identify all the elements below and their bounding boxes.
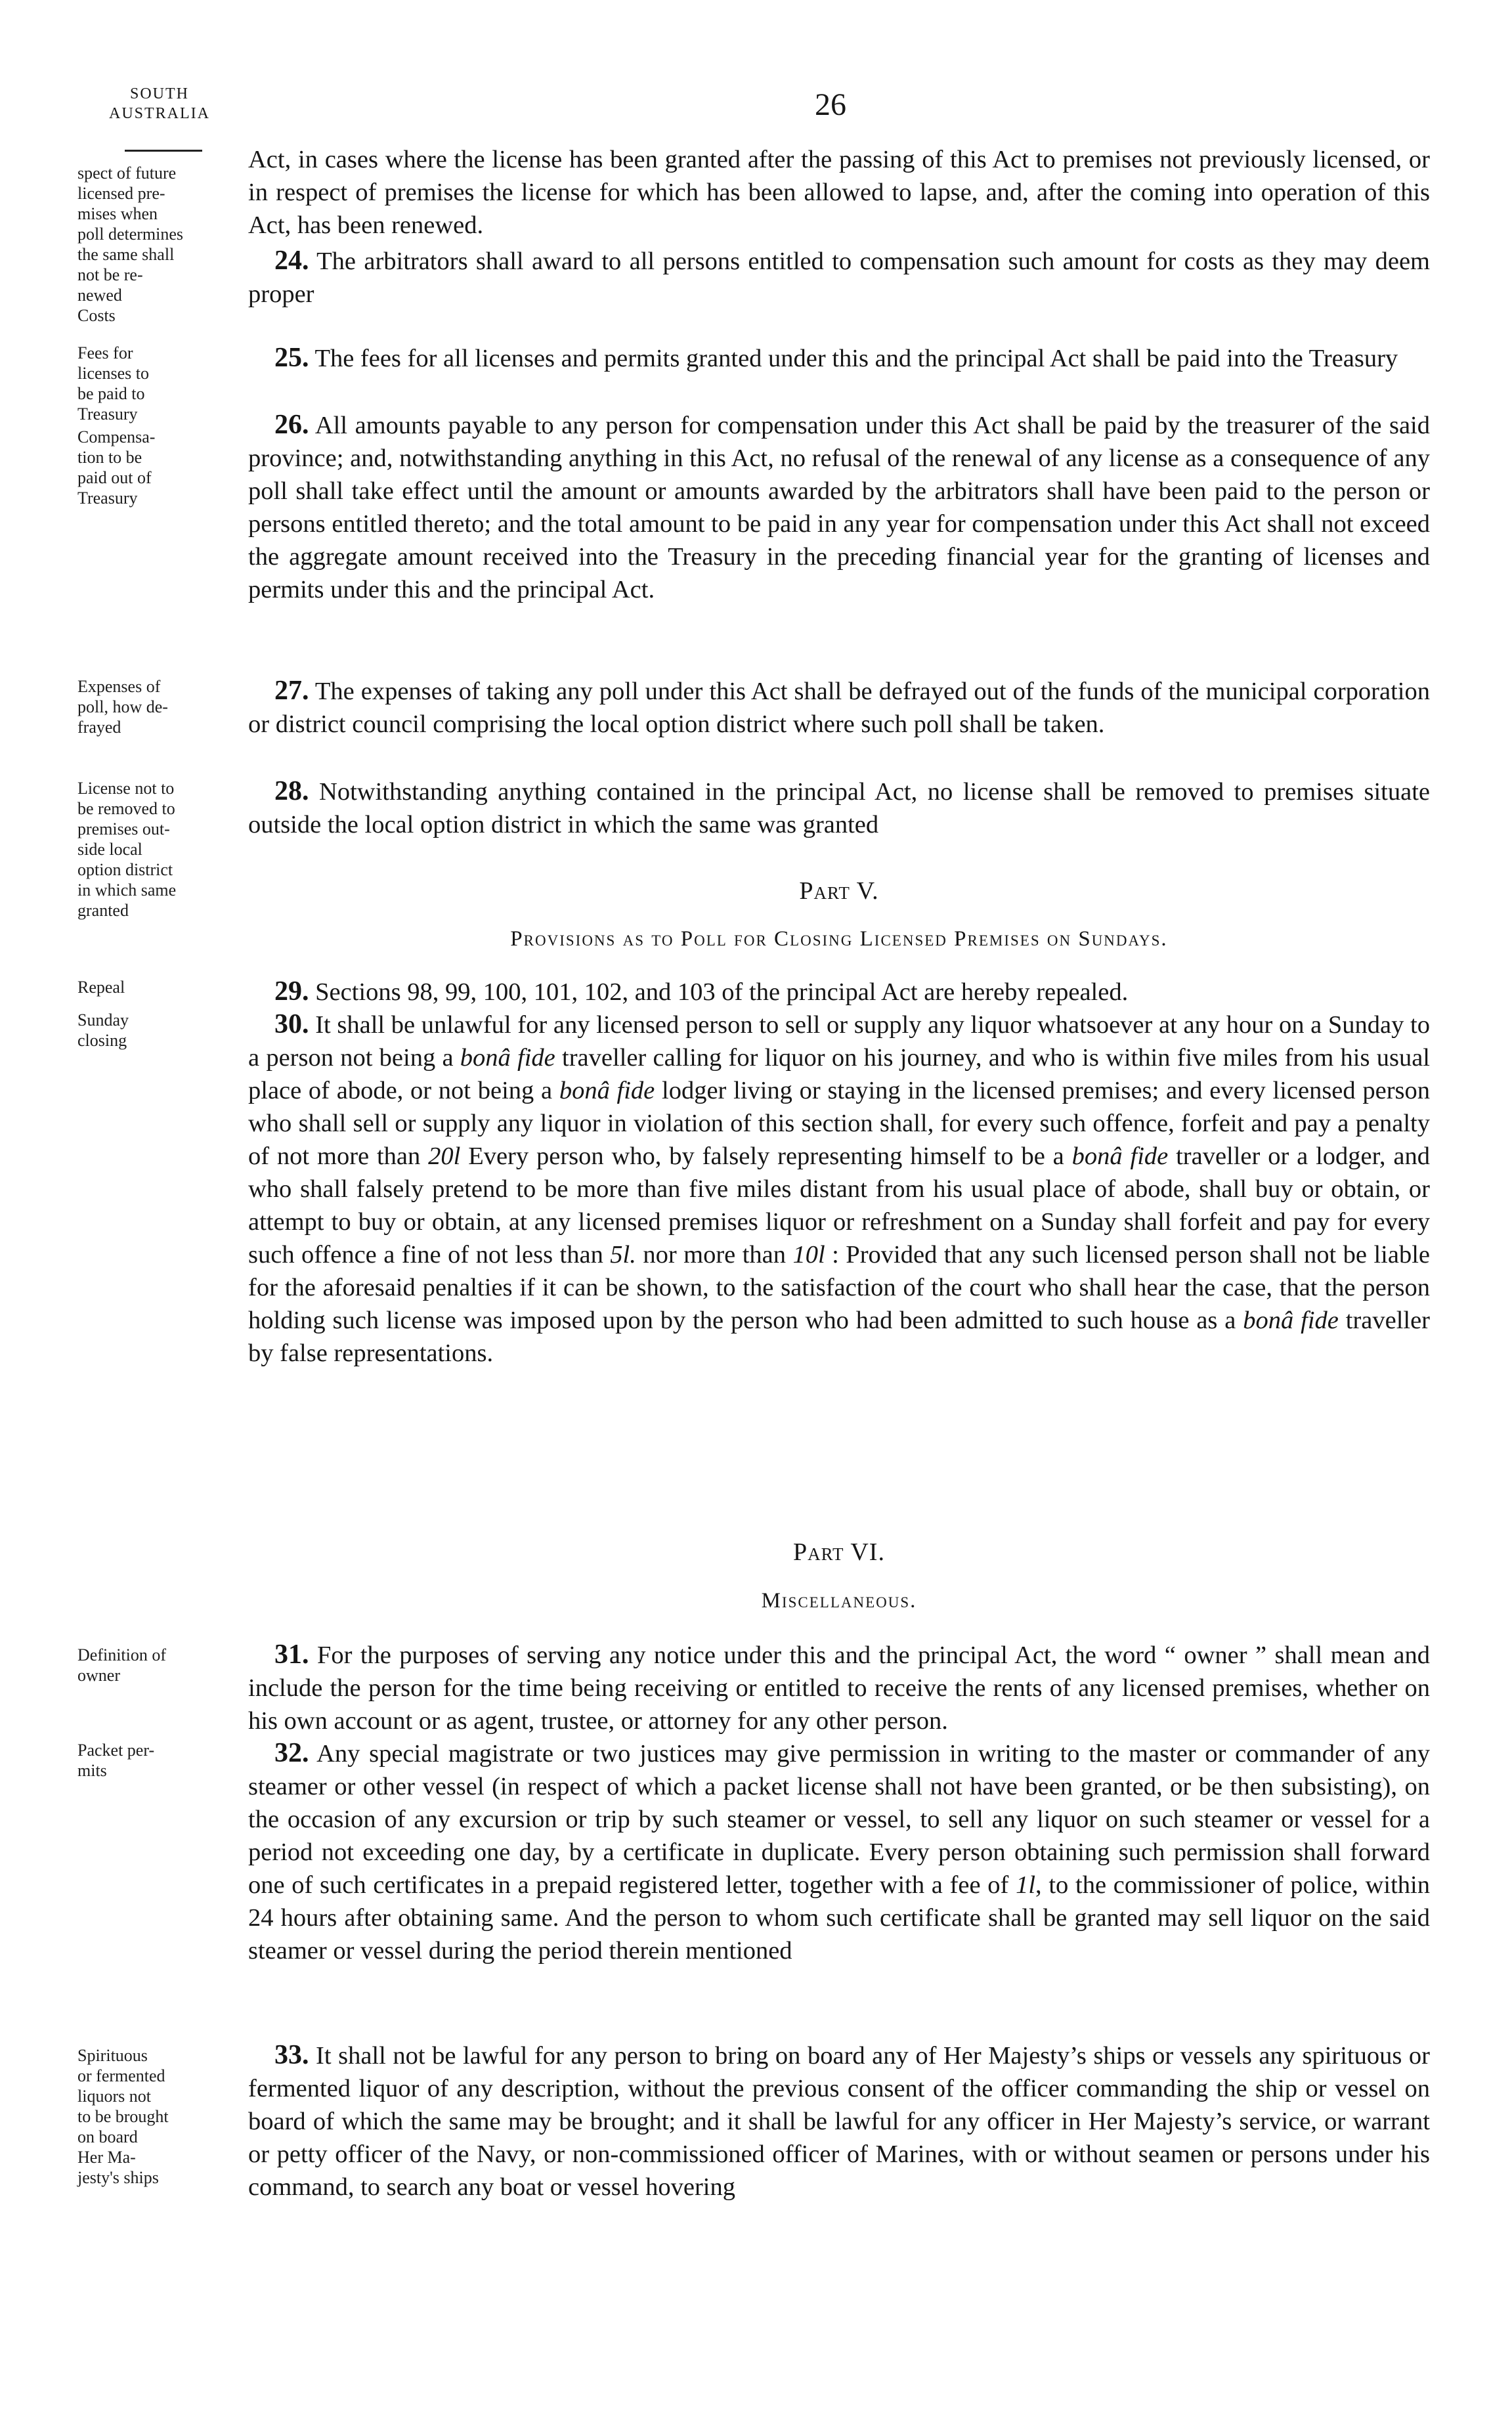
margin-note-fees: Fees for licenses to be paid to Treasury bbox=[77, 343, 150, 424]
margin-note-sunday-closing: Sunday closing bbox=[77, 1010, 129, 1050]
margin-note-spirituous: Spirituous or fermented liquors not to be brought on board Her Ma- jesty's ships bbox=[77, 2046, 169, 2187]
section-number: 33. bbox=[274, 2040, 309, 2070]
section-number: 31. bbox=[274, 1640, 309, 1670]
section-24: 24. The arbitrators shall award to all persons entitled to compensation such amount for costs as they may deem proper bbox=[248, 246, 1430, 308]
section-number: 29. bbox=[274, 976, 309, 1007]
page-number: 26 bbox=[815, 87, 846, 122]
section-number: 26. bbox=[274, 410, 309, 440]
running-head-line1: SOUTH bbox=[129, 85, 189, 102]
header-rule bbox=[125, 150, 202, 152]
section-23-continuation: Act, in cases where the license has been granted after the passing of this Act to premises not previously licensed, or in respect of premises the license for which has been allowed to lapse, and, after the coming into operation of this Act, has been renewed. bbox=[248, 146, 1430, 239]
running-head-line2: AUSTRALIA bbox=[109, 105, 210, 122]
section-number: 32. bbox=[274, 1738, 309, 1768]
margin-note-owner: Definition of owner bbox=[77, 1645, 167, 1685]
part-6-title: Part VI. bbox=[793, 1538, 885, 1566]
section-number: 24. bbox=[274, 246, 309, 276]
section-number: 30. bbox=[274, 1009, 309, 1039]
section-33: 33. It shall not be lawful for any person to bring on board any of Her Majesty’s ships or vessels any spirituous or fermented liquor of any description, without the previous consent of the officer commanding the ship or vessel on board of which the same may be brought; and it shall be lawful for any officer in Her Majesty’s service, or warrant or petty officer of the Navy, or non-commissioned officer of Marines, with or without seamen or persons under his command, to search any boat or vessel hovering bbox=[248, 2040, 1430, 2201]
section-31: 31. For the purposes of serving any notice under this and the principal Act, the word “ owner ” shall mean and include the person for the time being receiving or entitled to receive the rents of any licensed premises, whether on his own account or as agent, trustee, or attorney for any other person. bbox=[248, 1640, 1431, 1735]
part-5-title: Part V. bbox=[799, 877, 879, 905]
section-27: 27. The expenses of taking any poll under this Act shall be defrayed out of the funds of the municipal corporation or district council comprising the local option district where such poll shall be taken. bbox=[248, 676, 1430, 738]
section-28: 28. Notwithstanding anything contained in the principal Act, no license shall be removed to premises situate outside the local option district in which the same was granted bbox=[248, 776, 1430, 838]
section-25: 25. The fees for all licenses and permits granted under this and the principal Act shall be paid into the Treasury bbox=[274, 343, 1398, 373]
margin-note-compensation: Compensa- tion to be paid out of Treasury bbox=[77, 427, 156, 508]
margin-note-repeal: Repeal bbox=[77, 978, 125, 997]
part-5-subtitle: Provisions as to Poll for Closing Licensed Premises on Sundays. bbox=[510, 927, 1168, 951]
section-number: 27. bbox=[274, 676, 309, 706]
running-head bbox=[77, 84, 242, 123]
section-26: 26. All amounts payable to any person for compensation under this Act shall be paid by the treasurer of the said province; and, notwithstanding anything in this Act, no refusal of the renewal of any license as a consequence of any poll shall take effect until the amount or amounts awarded by the arbitrators shall have been paid to the person or persons entitled thereto; and the total amount to be paid in any year for compensation under this Act shall not exceed the aggregate amount received into the Treasury in the preceding financial year for the granting of licenses and permits under this and the principal Act. bbox=[248, 410, 1430, 603]
margin-note-expenses: Expenses of poll, how de- frayed bbox=[77, 677, 168, 737]
margin-note-packet-permits: Packet per- mits bbox=[77, 1741, 155, 1780]
margin-note-future-premises: spect of future licensed pre- mises when poll determines the same shall not be re- newed Costs bbox=[77, 163, 184, 325]
part-6-subtitle: Miscellaneous. bbox=[761, 1589, 917, 1613]
section-29: 29. Sections 98, 99, 100, 101, 102, and 103 of the principal Act are hereby repealed. bbox=[274, 976, 1129, 1007]
section-number: 25. bbox=[274, 343, 309, 373]
section-number: 28. bbox=[274, 776, 309, 806]
margin-note-license-removal: License not to be removed to premises out- side local option district in which same granted bbox=[77, 779, 177, 920]
section-32: 32. Any special magistrate or two justices may give permission in writing to the master or commander of any steamer or other vessel (in respect of which a packet license shall not have been granted, or be then subsisting), on the occasion of any excursion or trip by such steamer or vessel, to sell any liquor on such steamer or vessel for a period not exceeding one day, by a certificate in duplicate. Every person obtaining such permission shall forward one of such certificates in a prepaid registered letter, together with a fee of 1l, to the commissioner of police, within 24 hours after obtaining same. And the person to whom such certificate shall be granted may sell liquor on the said steamer or vessel during the period therein mentioned bbox=[248, 1738, 1430, 1965]
section-30: 30. It shall be unlawful for any licensed person to sell or supply any liquor whatsoever at any hour on a Sunday to a person not being a bonâ fide traveller calling for liquor on his journey, and who is within five miles from his usual place of abode, or not being a bonâ fide lodger living or staying in the licensed premises; and every licensed person who shall sell or supply any liquor in violation of this section shall, for every such offence, forfeit and pay a penalty of not more than 20l Every person who, by falsely representing himself to be a bonâ fide traveller or a lodger, and who shall falsely pretend to be more than five miles distant from his usual place of abode, shall buy or obtain, or attempt to buy or obtain, at any licensed premises liquor or refreshment on a Sunday shall forfeit and pay for every such offence a fine of not less than 5l. nor more than 10l : Provided that any such licensed person shall not be liable for the aforesaid penalties if it can be shown, to the satisfaction of the court who shall hear the case, that the person holding such license was imposed upon by the person who had been admitted to such house as a bonâ fide traveller by false representations. bbox=[248, 1009, 1431, 1367]
